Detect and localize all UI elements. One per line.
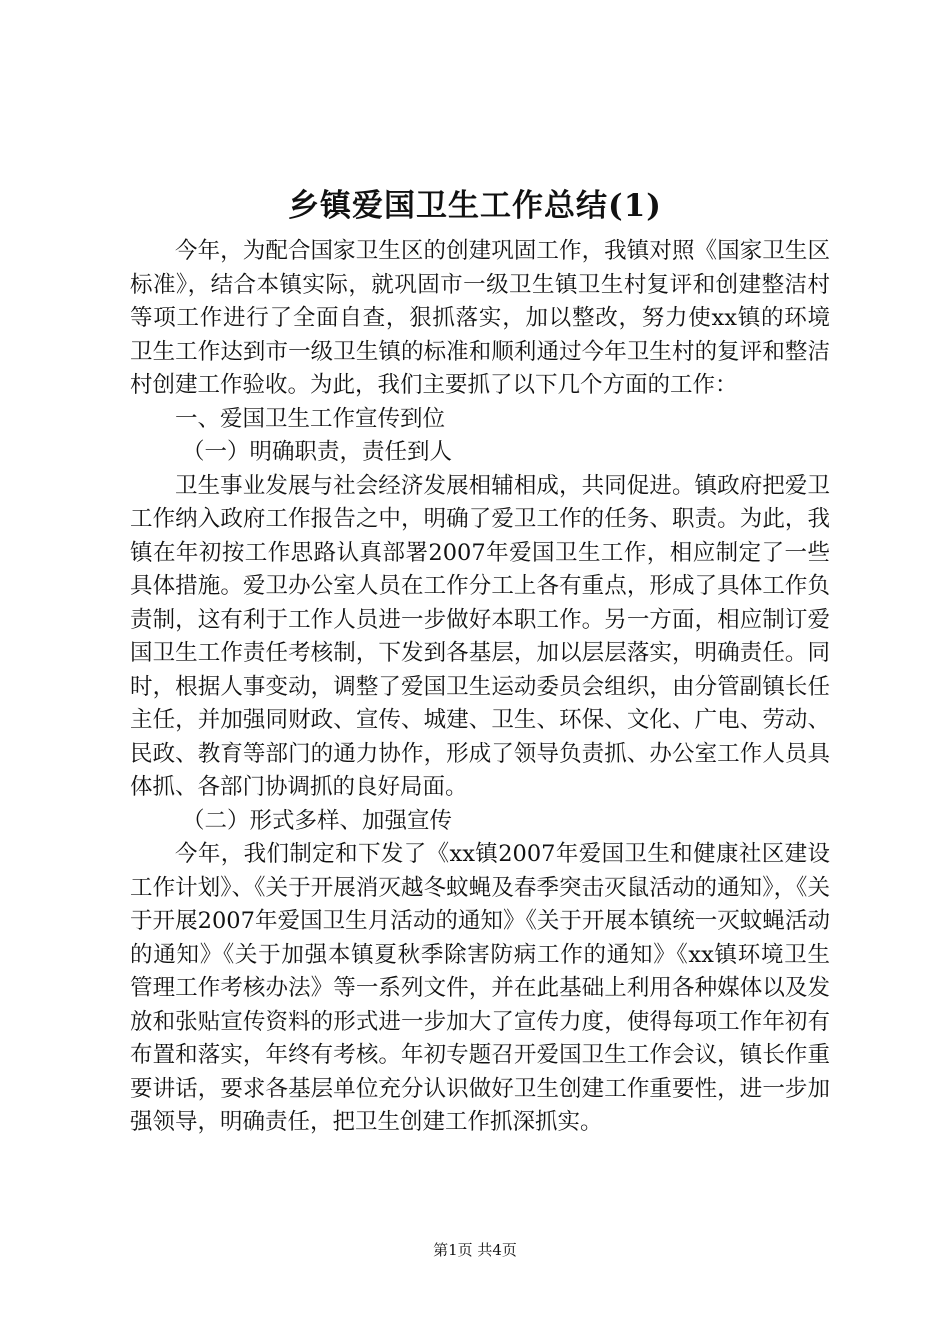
document-title: 乡镇爱国卫生工作总结(1) (288, 188, 662, 224)
section-heading-1: 一、爱国卫生工作宣传到位 (175, 405, 446, 432)
paragraph-intro: 今年，为配合国家卫生区的创建巩固工作，我镇对照《国家卫生区标准》，结合本镇实际，就巩固市一级卫生镇卫生村复评和创建整洁村等项工作进行了全面自查，狠抓落实，加以整改，努力使xx镇的环境卫生工作达到市一级卫生镇的标准和顺利通过今年卫生村的复评和整洁村创建工作验收。为此，我们主要抓了以下几个方面的工作： (130, 238, 830, 398)
page-footer: 第1页 共4页 (433, 1241, 517, 1259)
paragraph-publicity: 今年，我们制定和下发了《xx镇2007年爱国卫生和健康社区建设工作计划》、《关于开展消灭越冬蚊蝇及春季突击灭鼠活动的通知》，《关于开展2007年爱国卫生月活动的通知》《关于开展本镇统一灭蚊蝇活动的通知》《关于加强本镇夏秋季除害防病工作的通知》《xx镇环境卫生管理工作考核办法》等一系列文件，并在此基础上利用各种媒体以及发放和张贴宣传资料的形式进一步加大了宣传力度，使得每项工作年初有布置和落实，年终有考核。年初专题召开爱国卫生工作会议，镇长作重要讲话，要求各基层单位充分认识做好卫生创建工作重要性，进一步加强领导，明确责任，把卫生创建工作抓深抓实。 (130, 841, 830, 1135)
subsection-heading-1: （一）明确职责，责任到人 (182, 439, 453, 465)
paragraph-responsibility: 卫生事业发展与社会经济发展相辅相成，共同促进。镇政府把爱卫工作纳入政府工作报告之中，明确了爱卫工作的任务、职责。为此，我镇在年初按工作思路认真部署2007年爱国卫生工作，相应制定了一些具体措施。爱卫办公室人员在工作分工上各有重点，形成了具体工作负责制，这有利于工作人员进一步做好本职工作。另一方面，相应制订爱国卫生工作责任考核制，下发到各基层，加以层层落实，明确责任。同时，根据人事变动，调整了爱国卫生运动委员会组织，由分管副镇长任主任，并加强同财政、宣传、城建、卫生、环保、文化、广电、劳动、民政、教育等部门的通力协作，形成了领导负责抓、办公室工作人员具体抓、各部门协调抓的良好局面。 (130, 472, 830, 800)
subsection-heading-2: （二）形式多样、加强宣传 (182, 807, 453, 834)
document-body (130, 235, 830, 1140)
